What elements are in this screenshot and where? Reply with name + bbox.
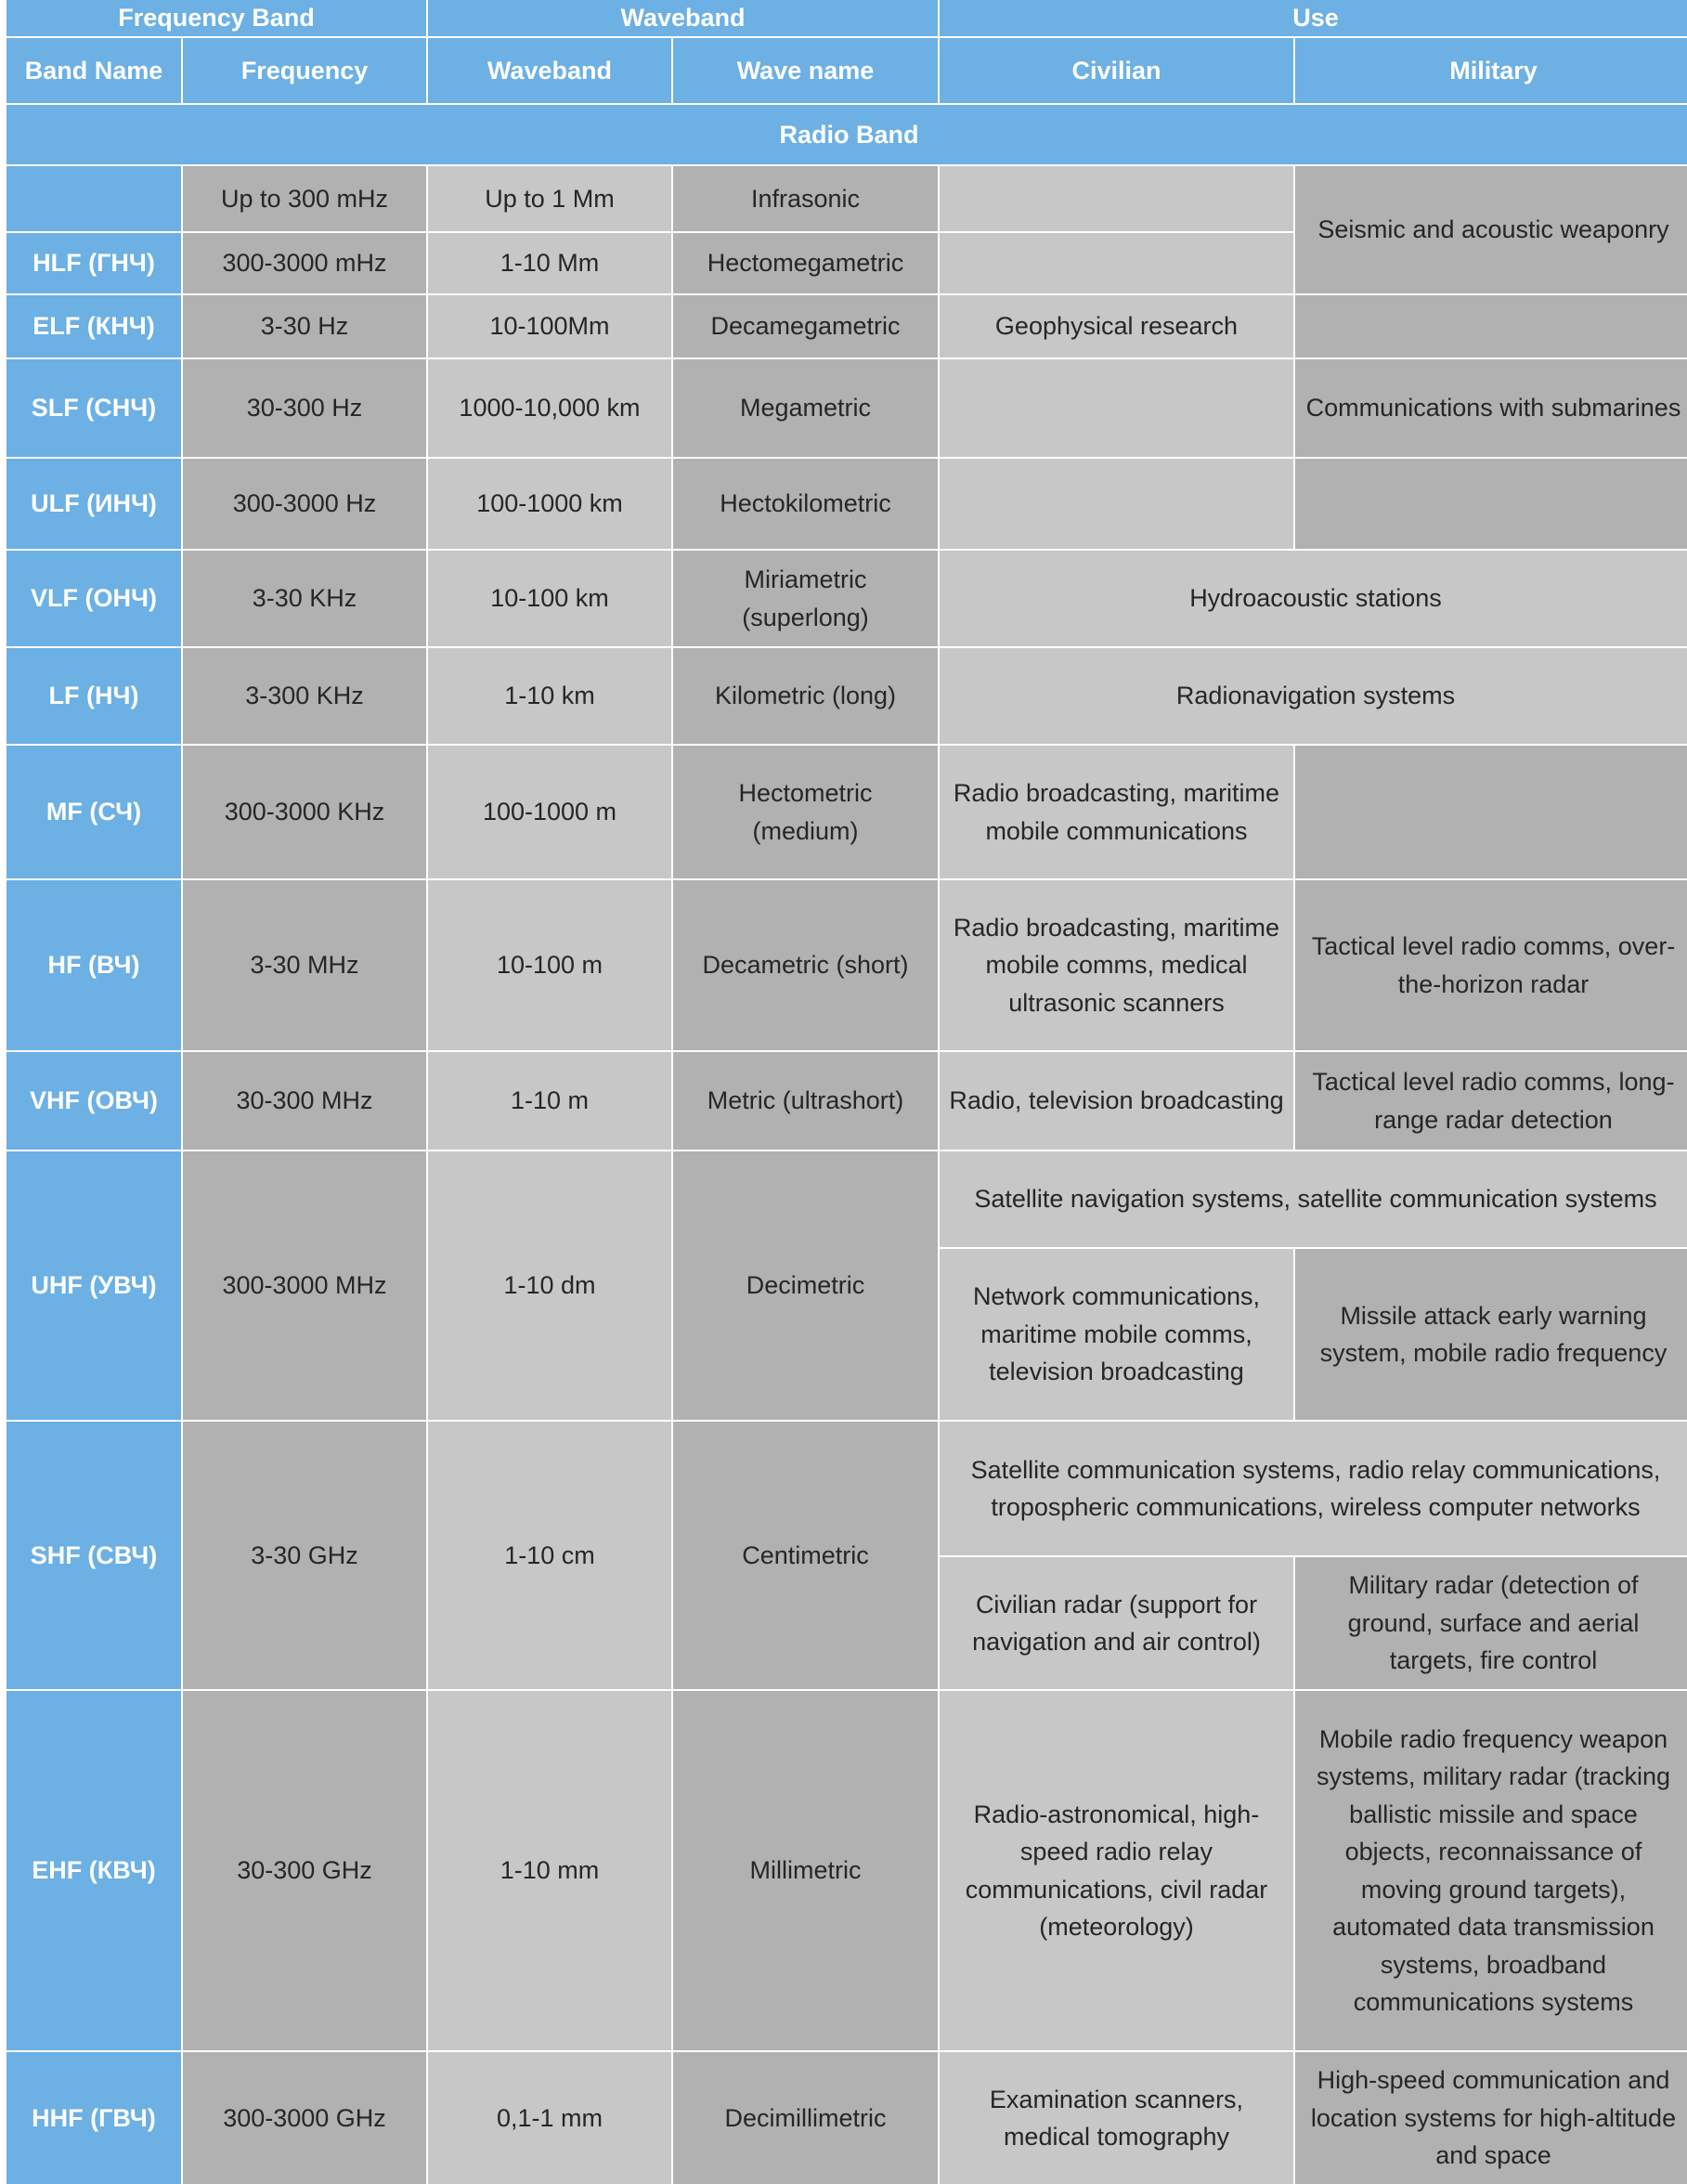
wave-name-cell: Hectokilometric — [673, 459, 938, 549]
frequency-cell: 300-3000 Hz — [183, 459, 426, 549]
frequency-cell: 300-3000 mHz — [183, 233, 426, 293]
waveband-cell: 10-100 km — [428, 551, 671, 646]
wave-name-cell: Hectomegametric — [673, 233, 938, 293]
band-name-cell: UHF (УВЧ) — [6, 1151, 181, 1420]
military-use-cell: Missile attack early warning system, mobile radio frequency — [1295, 1249, 1687, 1420]
group-header-use: Use — [940, 0, 1687, 36]
band-name-cell: ELF (КНЧ) — [6, 295, 181, 358]
frequency-cell: 30-300 Hz — [183, 359, 426, 457]
military-use-cell: Tactical level radio comms, over-the-horizon radar — [1295, 880, 1687, 1050]
waveband-cell: 1000-10,000 km — [428, 359, 671, 457]
civilian-use-cell: Radio broadcasting, maritime mobile communications — [940, 746, 1293, 878]
civilian-use-cell — [940, 166, 1293, 231]
waveband-cell: 1-10 cm — [428, 1422, 671, 1689]
civilian-use-cell: Radio broadcasting, maritime mobile comms, medical ultrasonic scanners — [940, 880, 1293, 1050]
civilian-use-cell: Network communications, maritime mobile comms, television broadcasting — [940, 1249, 1293, 1420]
frequency-cell: 3-30 MHz — [183, 880, 426, 1050]
civilian-use-cell — [940, 459, 1293, 549]
waveband-cell: 100-1000 m — [428, 746, 671, 878]
group-header-frequency-band: Frequency Band — [6, 0, 426, 36]
column-header-military: Military — [1295, 38, 1687, 103]
waveband-cell: 1-10 km — [428, 648, 671, 744]
band-name-cell: EHF (КВЧ) — [6, 1691, 181, 2050]
military-use-cell: High-speed communication and location systems for high-altitude and space — [1295, 2052, 1687, 2184]
band-name-cell: HLF (ГНЧ) — [6, 233, 181, 293]
wave-name-cell: Metric (ultrashort) — [673, 1052, 938, 1150]
band-name-cell: HHF (ГВЧ) — [6, 2052, 181, 2184]
wave-name-cell: Decamegametric — [673, 295, 938, 358]
column-header-band-name: Band Name — [6, 38, 181, 103]
frequency-cell: 3-300 KHz — [183, 648, 426, 744]
frequency-cell: 300-3000 GHz — [183, 2052, 426, 2184]
column-header-civilian: Civilian — [940, 38, 1293, 103]
shared-use-cell: Hydroacoustic stations — [940, 551, 1687, 646]
radio-band-table — [6, 0, 1682, 2184]
frequency-cell: 3-30 GHz — [183, 1422, 426, 1689]
military-use-cell: Tactical level radio comms, long-range radar detection — [1295, 1052, 1687, 1150]
civilian-use-cell: Radio, television broadcasting — [940, 1052, 1293, 1150]
wave-name-cell: Decimillimetric — [673, 2052, 938, 2184]
civilian-use-cell: Civilian radar (support for navigation and air control) — [940, 1557, 1293, 1689]
military-use-cell: Military radar (detection of ground, surface and aerial targets, fire control — [1295, 1557, 1687, 1689]
military-use-cell: Communications with submarines — [1295, 359, 1687, 457]
wave-name-cell: Kilometric (long) — [673, 648, 938, 744]
civilian-use-cell: Radio-astronomical, high-speed radio relay communications, civil radar (meteorology) — [940, 1691, 1293, 2050]
frequency-cell: 30-300 GHz — [183, 1691, 426, 2050]
frequency-cell: 300-3000 KHz — [183, 746, 426, 878]
wave-name-cell: Centimetric — [673, 1422, 938, 1689]
column-header-waveband: Waveband — [428, 38, 671, 103]
band-name-cell: VLF (ОНЧ) — [6, 551, 181, 646]
frequency-cell: 300-3000 MHz — [183, 1151, 426, 1420]
wave-name-cell: Infrasonic — [673, 166, 938, 231]
wave-name-cell: Millimetric — [673, 1691, 938, 2050]
waveband-cell: Up to 1 Mm — [428, 166, 671, 231]
waveband-cell: 1-10 m — [428, 1052, 671, 1150]
section-header-radio-band: Radio Band — [6, 105, 1687, 164]
wave-name-cell: Decametric (short) — [673, 880, 938, 1050]
group-header-waveband: Waveband — [428, 0, 938, 36]
military-use-cell: Mobile radio frequency weapon systems, military radar (tracking ballistic missile and space objects, reconnaissance of moving ground targets), automated data transmission systems, broadband communications systems — [1295, 1691, 1687, 2050]
wave-name-cell: Hectometric (medium) — [673, 746, 938, 878]
band-name-cell — [6, 166, 181, 231]
waveband-cell: 1-10 Mm — [428, 233, 671, 293]
civilian-use-cell: Geophysical research — [940, 295, 1293, 358]
frequency-cell: 30-300 MHz — [183, 1052, 426, 1150]
civilian-use-cell: Examination scanners, medical tomography — [940, 2052, 1293, 2184]
band-name-cell: SLF (СНЧ) — [6, 359, 181, 457]
column-header-frequency: Frequency — [183, 38, 426, 103]
waveband-cell: 1-10 dm — [428, 1151, 671, 1420]
waveband-cell: 1-10 mm — [428, 1691, 671, 2050]
frequency-cell: 3-30 Hz — [183, 295, 426, 358]
wave-name-cell: Megametric — [673, 359, 938, 457]
shared-use-cell: Satellite communication systems, radio relay communications, tropospheric communications, wireless computer networks — [940, 1422, 1687, 1555]
military-use-cell — [1295, 459, 1687, 549]
wave-name-cell: Decimetric — [673, 1151, 938, 1420]
civilian-use-cell — [940, 359, 1293, 457]
waveband-cell: 10-100 m — [428, 880, 671, 1050]
shared-use-cell: Satellite navigation systems, satellite communication systems — [940, 1151, 1687, 1247]
military-use-cell — [1295, 295, 1687, 358]
band-name-cell: VHF (ОВЧ) — [6, 1052, 181, 1150]
frequency-cell: 3-30 KHz — [183, 551, 426, 646]
band-name-cell: LF (НЧ) — [6, 648, 181, 744]
band-name-cell: HF (ВЧ) — [6, 880, 181, 1050]
waveband-cell: 10-100Mm — [428, 295, 671, 358]
frequency-cell: Up to 300 mHz — [183, 166, 426, 231]
waveband-cell: 100-1000 km — [428, 459, 671, 549]
military-use-cell: Seismic and acoustic weaponry — [1295, 166, 1687, 293]
shared-use-cell: Radionavigation systems — [940, 648, 1687, 744]
military-use-cell — [1295, 746, 1687, 878]
column-header-wave-name: Wave name — [673, 38, 938, 103]
band-name-cell: SHF (СВЧ) — [6, 1422, 181, 1689]
band-name-cell: MF (СЧ) — [6, 746, 181, 878]
civilian-use-cell — [940, 233, 1293, 293]
waveband-cell: 0,1-1 mm — [428, 2052, 671, 2184]
wave-name-cell: Miriametric (superlong) — [673, 551, 938, 646]
band-name-cell: ULF (ИНЧ) — [6, 459, 181, 549]
